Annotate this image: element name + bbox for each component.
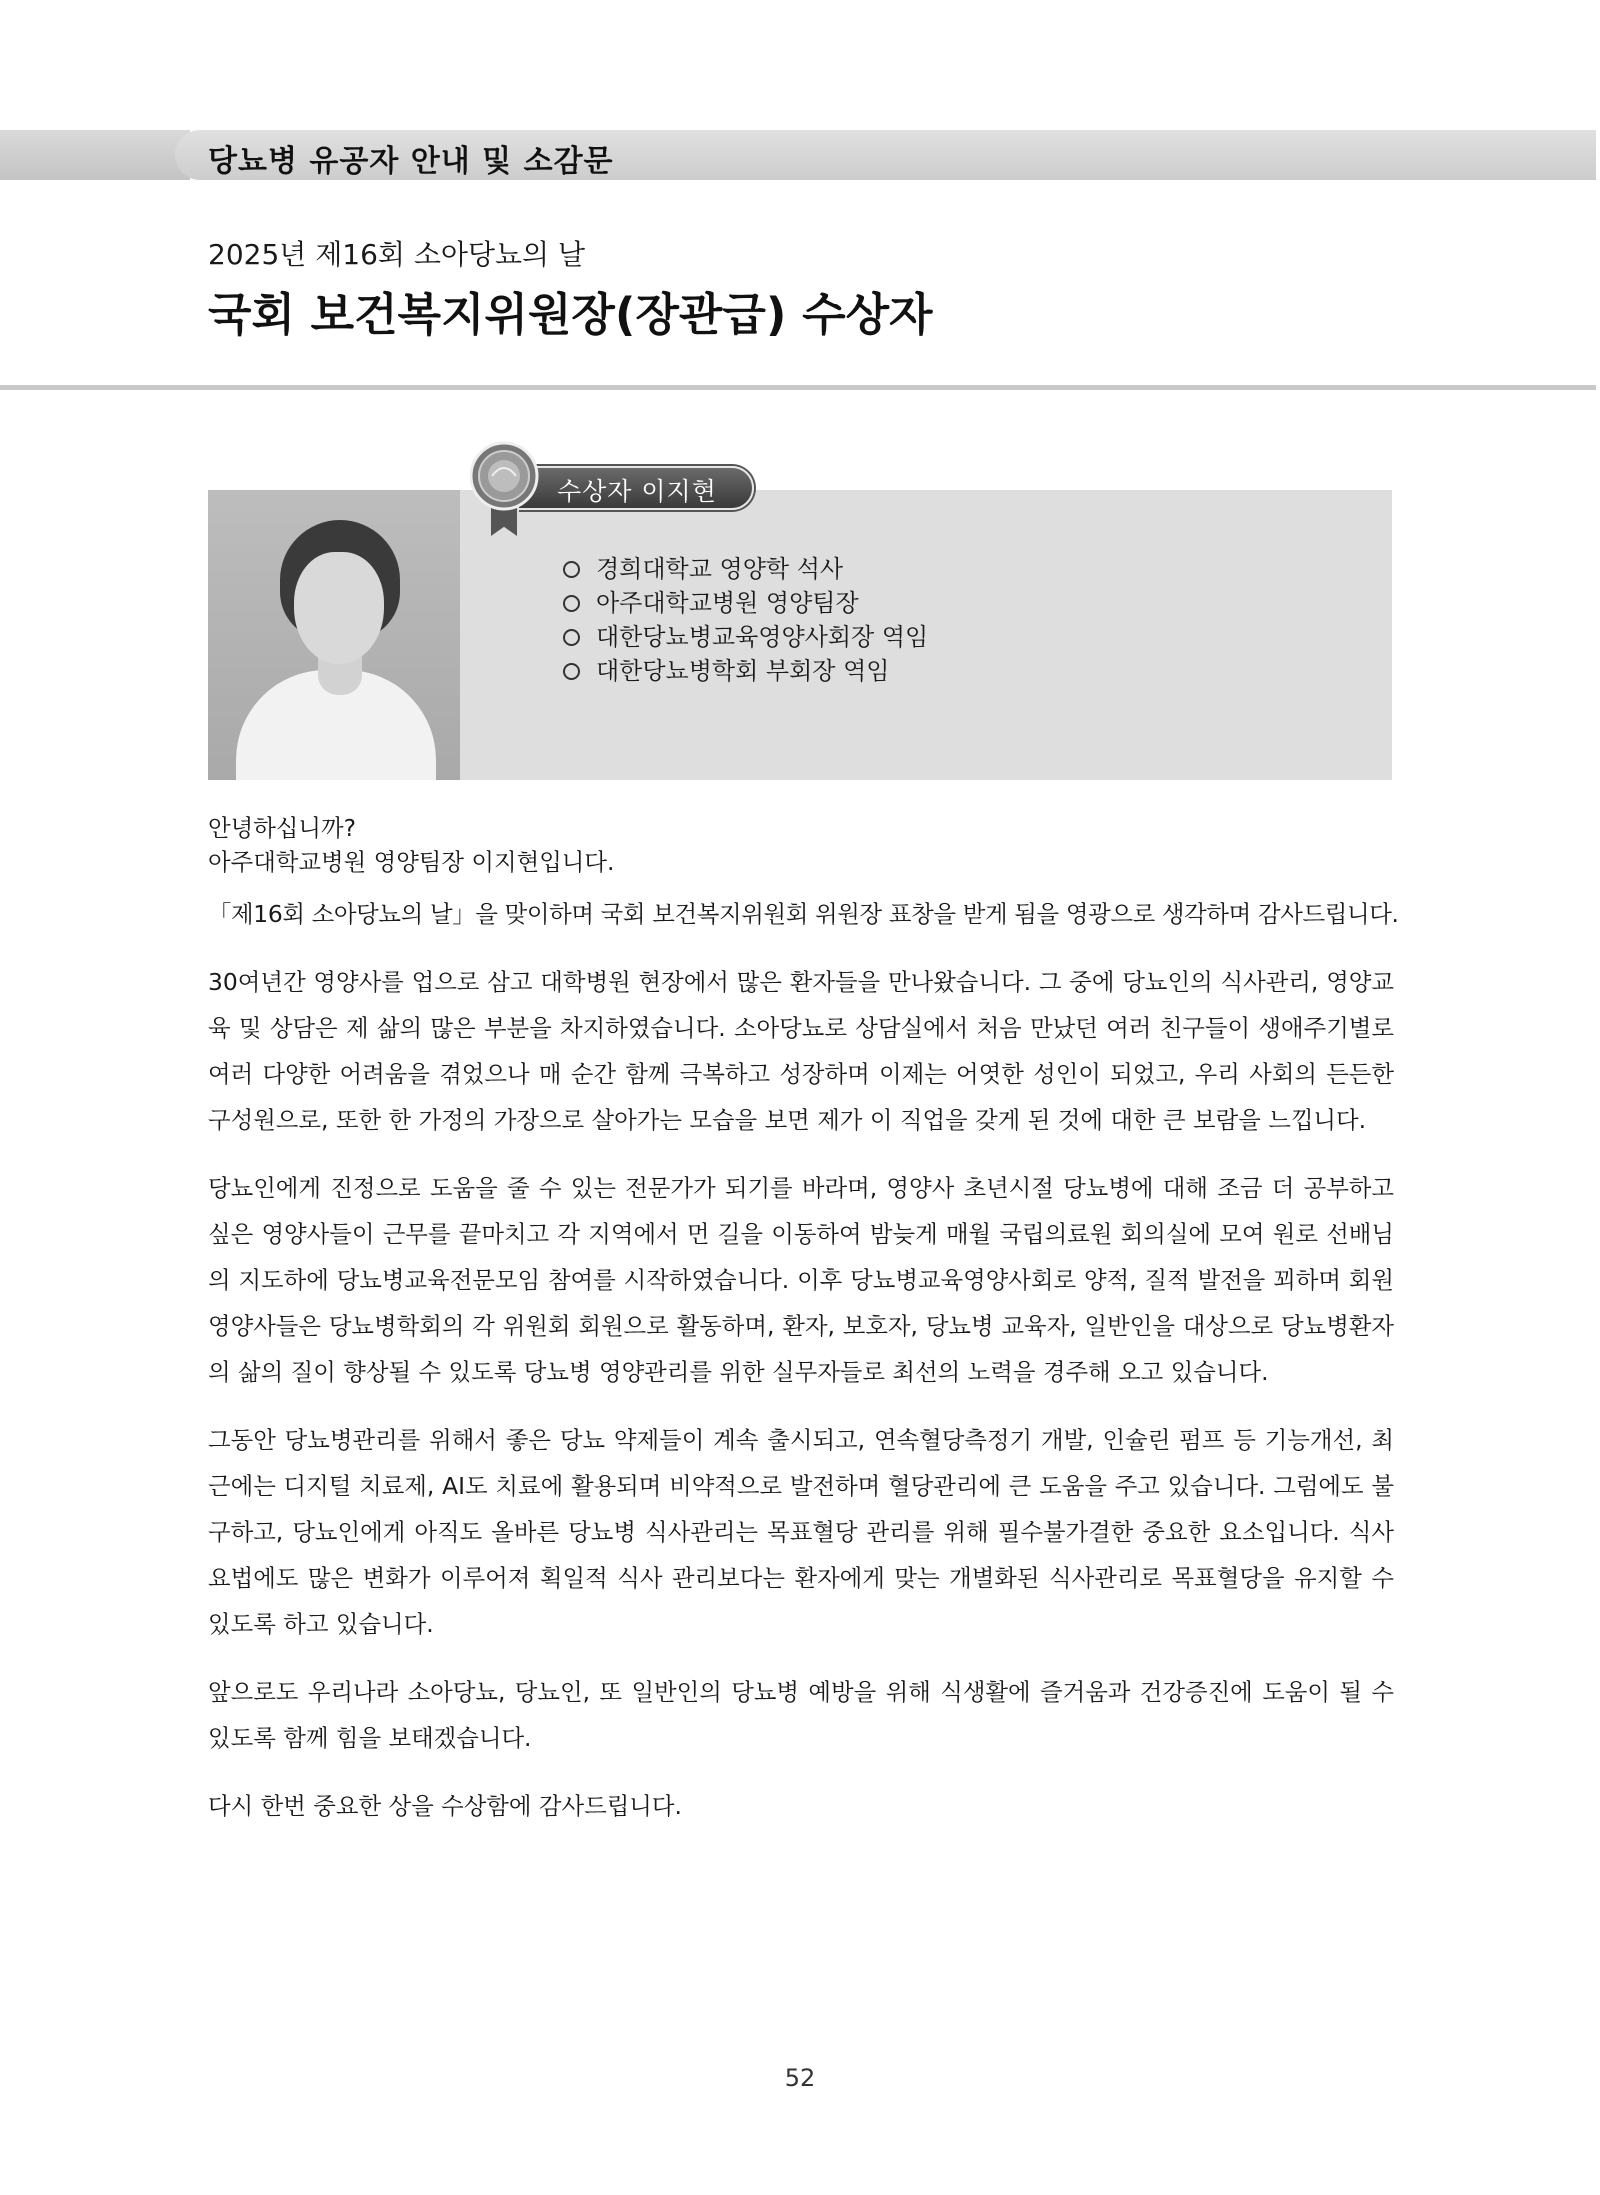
credential-item: 대한당뇨병학회 부회장 역임: [563, 654, 928, 688]
circle-bullet-icon: [563, 663, 580, 680]
speech-paragraph: 30여년간 영양사를 업으로 삼고 대학병원 현장에서 많은 환자들을 만나왔습니다. 그 중에 당뇨인의 식사관리, 영양교육 및 상담은 제 삶의 많은 부분을 차지하였습니다. 소아당뇨로 상담실에서 처음 만났던 여러 친구들이 생애주기별로 여러 다양한 어려움을 겪었으나 매 순간 함께 극복하고 성장하며 이제는 어엿한 성인이 되었고, 우리 사회의 든든한 구성원으로, 또한 한 가정의 가장으로 살아가는 모습을 보면 제가 이 직업을 갖게 된 것에 대한 큰 보람을 느낍니다.: [208, 968, 1394, 1134]
page-number: 52: [784, 2064, 816, 2092]
photo-face-shape: [294, 552, 384, 664]
section-banner: [0, 130, 1600, 180]
section-label: 당뇨병 유공자 안내 및 소감문: [208, 144, 614, 179]
speech-paragraph: 그동안 당뇨병관리를 위해서 좋은 당뇨 약제들이 계속 출시되고, 연속혈당측정기 개발, 인슐린 펌프 등 기능개선, 최근에는 디지털 치료제, AI도 치료에 활용되며 비약적으로 발전하며 혈당관리에 큰 도움을 주고 있습니다. 그럼에도 불구하고, 당뇨인에게 아직도 올바른 당뇨병 식사관리는 목표혈당 관리를 위해 필수불가결한 중요한 요소입니다. 식사요법에도 많은 변화가 이루어져 획일적 식사 관리보다는 환자에게 맞는 개별화된 식사관리로 목표혈당을 유지할 수 있도록 하고 있습니다.: [208, 1426, 1394, 1638]
greeting-line: 아주대학교병원 영양팀장 이지현입니다.: [208, 848, 615, 876]
circle-bullet-icon: [563, 561, 580, 578]
awardee-name-badge: [515, 466, 754, 510]
credential-item: 아주대학교병원 영양팀장: [563, 586, 928, 620]
circle-bullet-icon: [563, 629, 580, 646]
speech-body: [208, 811, 1399, 1829]
credentials-list: [563, 552, 928, 688]
circle-bullet-icon: [563, 595, 580, 612]
awardee-photo: [208, 490, 460, 780]
title-divider: [0, 385, 1596, 390]
awardee-name-label: 수상자 이지현: [557, 477, 717, 506]
speech-paragraph: 앞으로도 우리나라 소아당뇨, 당뇨인, 또 일반인의 당뇨병 예방을 위해 식생활에 즐거움과 건강증진에 도움이 될 수 있도록 함께 힘을 보태겠습니다.: [208, 1678, 1394, 1752]
greeting-line: 안녕하십니까?: [208, 814, 356, 842]
medal-icon: [470, 440, 542, 540]
page-pretitle: 2025년 제16회 소아당뇨의 날: [208, 238, 586, 271]
speech-paragraph: 「제16회 소아당뇨의 날」을 맞이하며 국회 보건복지위원회 위원장 표창을 받게 됨을 영광으로 생각하며 감사드립니다.: [208, 900, 1399, 928]
speech-paragraph: 다시 한번 중요한 상을 수상함에 감사드립니다.: [208, 1792, 682, 1820]
speech-paragraph: 당뇨인에게 진정으로 도움을 줄 수 있는 전문가가 되기를 바라며, 영양사 초년시절 당뇨병에 대해 조금 더 공부하고 싶은 영양사들이 근무를 끝마치고 각 지역에서 먼 길을 이동하여 밤늦게 매월 국립의료원 회의실에 모여 원로 선배님의 지도하에 당뇨병교육전문모임 참여를 시작하였습니다. 이후 당뇨병교육영양사회로 양적, 질적 발전을 꾀하며 회원 영양사들은 당뇨병학회의 각 위원회 회원으로 활동하며, 환자, 보호자, 당뇨병 교육자, 일반인을 대상으로 당뇨병환자의 삶의 질이 향상될 수 있도록 당뇨병 영양관리를 위한 실무자들로 최선의 노력을 경주해 오고 있습니다.: [208, 1174, 1394, 1386]
section-banner-left-band: [0, 130, 190, 180]
credential-item: 경희대학교 영양학 석사: [563, 552, 928, 586]
page-title: 국회 보건복지위원장(장관급) 수상자: [208, 288, 933, 341]
credential-item: 대한당뇨병교육영양사회장 역임: [563, 620, 928, 654]
